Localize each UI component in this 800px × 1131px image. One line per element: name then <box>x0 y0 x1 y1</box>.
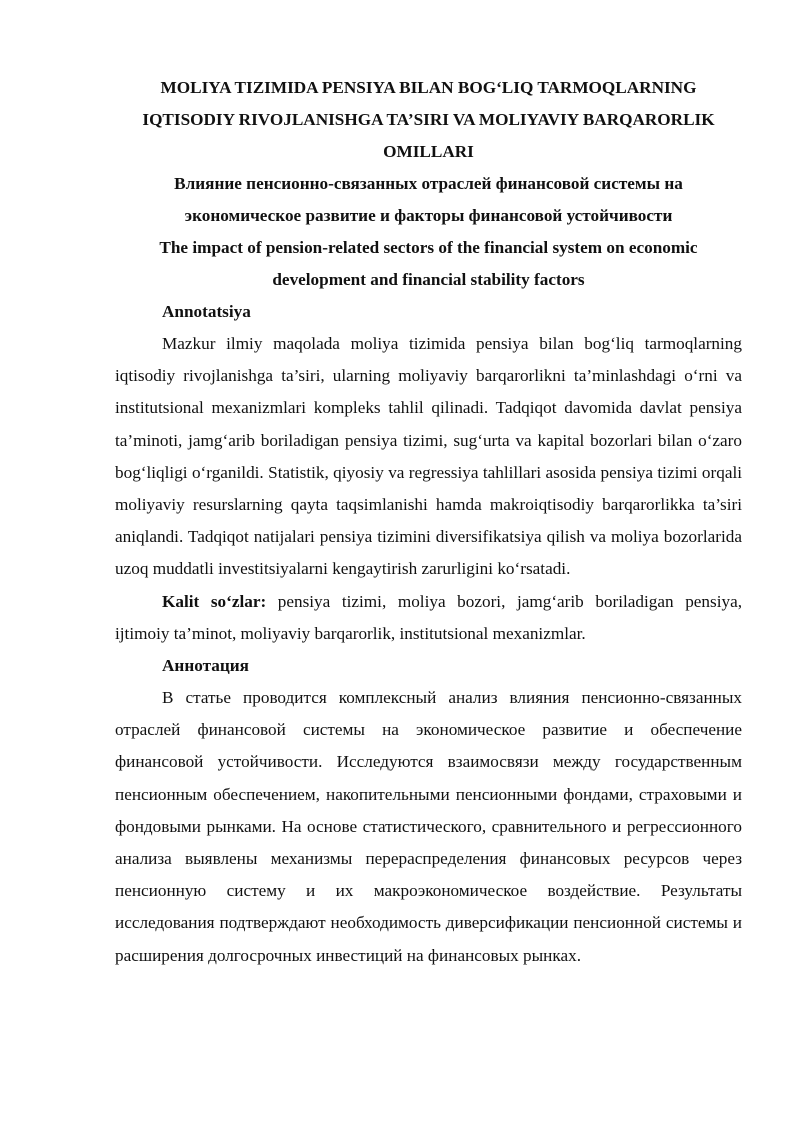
keywords-uz <box>115 586 742 650</box>
keywords-uz-text: pensiya tizimi, moliya bozori, jamg‘arib boriladigan pensiya, ijtimoiy ta’minot, moliyaviy barqarorlik, institutsional mexanizmlar. <box>115 591 743 643</box>
annotation-ru-text: В статье проводится комплексный анализ влияния пенсионно-связанных отраслей финансовой системы на экономическое развитие и обеспечение финансовой устойчивости. Исследуются взаимосвязи между государственным пенсионным обеспечением, накопительными пенсионными фондами, страховыми и фондовыми рынками. На основе статистического, сравнительного и регрессионного анализа выявлены механизмы перераспределения финансовых ресурсов через пенсионную систему и их макроэкономическое воздействие. Результаты исследования подтверждают необходимость диверсификации пенсионной системы и расширения долгосрочных инвестиций на финансовых рынках. <box>115 688 742 965</box>
paper-page <box>115 72 742 972</box>
annotation-uz-text: Mazkur ilmiy maqolada moliya tizimida pensiya bilan bog‘liq tarmoqlarning iqtisodiy rivojlanishga ta’siri, ularning moliyaviy barqarorlikni ta’minlashdagi o‘rni va institutsional mexanizmlari kompleks tahlil qilinadi. Tadqiqot davomida davlat pensiya ta’minoti, jamg‘arib boriladigan pensiya tizimi, sug‘urta va kapital bozorlari bilan o‘zaro bog‘liqligi o‘rganildi. Statistik, qiyosiy va regressiya tahlillari asosida pensiya tizimi orqali moliyaviy resurslarning qayta taqsimlanishi hamda makroiqtisodiy barqarorlikka ta’siri aniqlandi. Tadqiqot natijalari pensiya tizimini diversifikatsiya qilish va moliya bozorlarida uzoq muddatli investitsiyalarni kengaytirish zarurligini ko‘rsatadi. <box>115 334 742 579</box>
keywords-uz-label: Kalit so‘zlar: <box>162 591 267 611</box>
annotation-ru-heading: Аннотация <box>162 656 249 676</box>
annotation-uz-heading: Annotatsiya <box>162 302 251 321</box>
title-uzbek: MOLIYA TIZIMIDA PENSIYA BILAN BOG‘LIQ TARMOQLARNING IQTISODIY RIVOJLANISHGA TA’SIRI VA MOLIYAVIY BARQARORLIK OMILLARI <box>142 78 715 161</box>
title-english: The impact of pension-related sectors of the financial system on economic development and financial stability factors <box>159 238 698 289</box>
title-russian: Влияние пенсионно-связанных отраслей финансовой системы на экономическое развитие и факторы финансовой устойчивости <box>174 174 683 225</box>
